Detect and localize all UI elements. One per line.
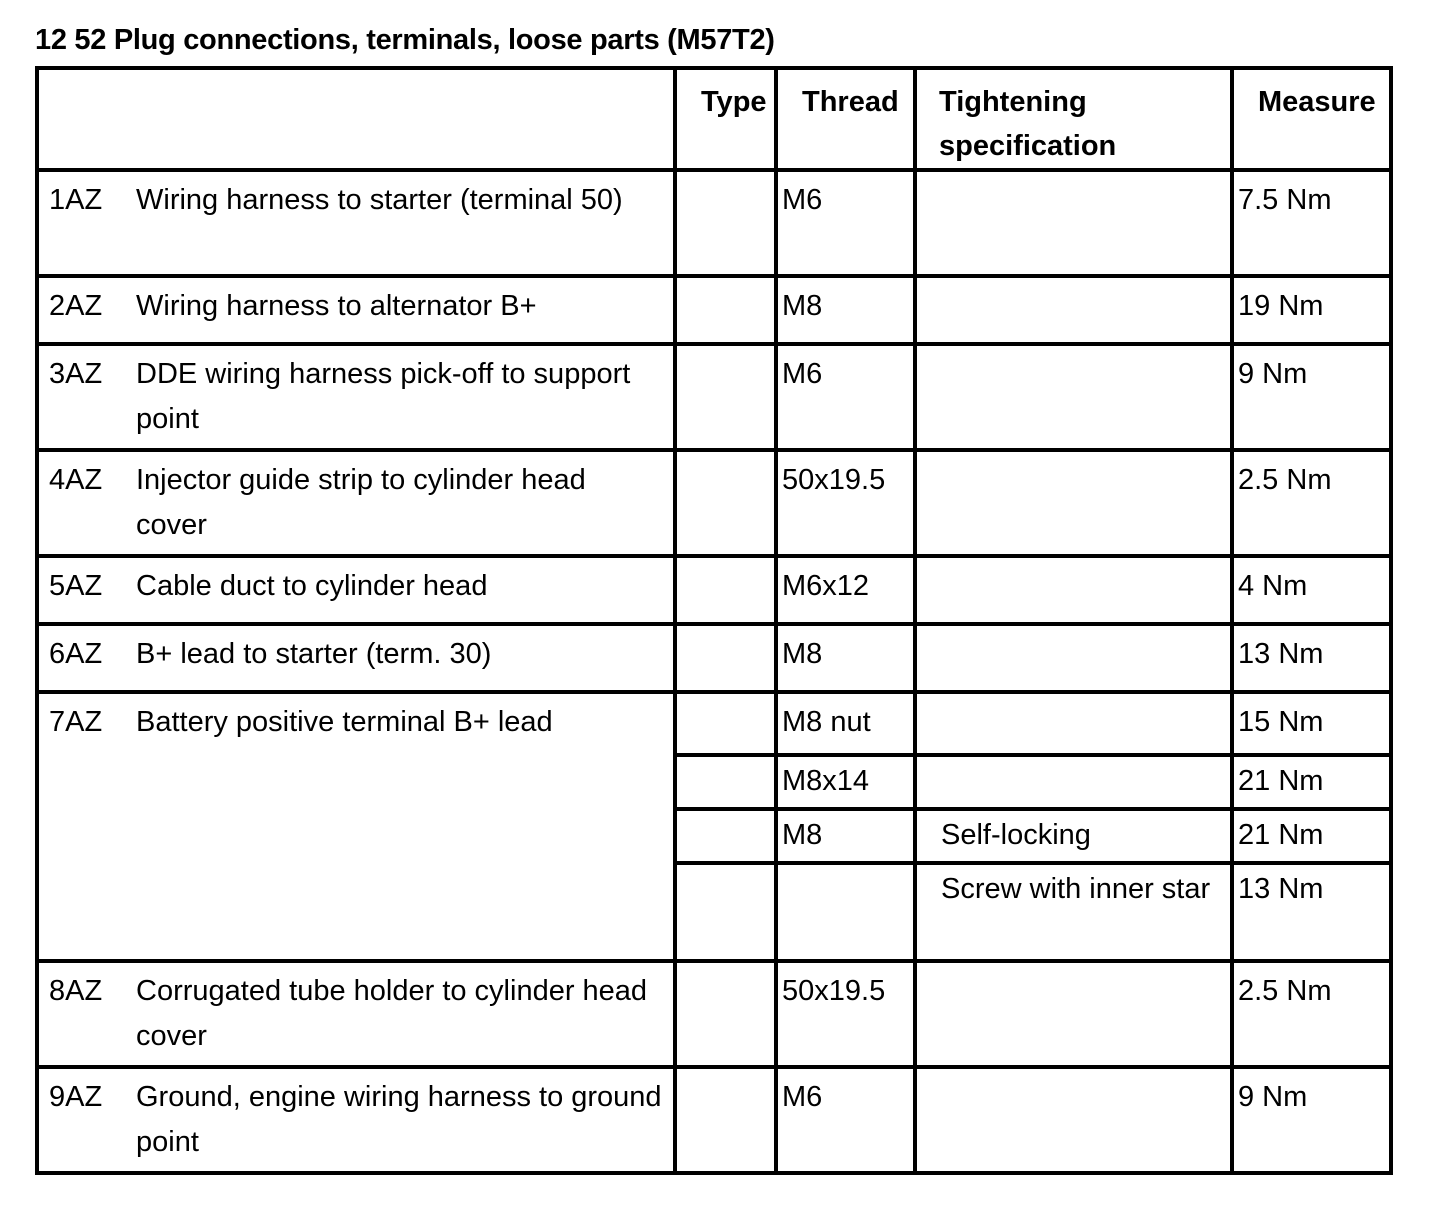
row-thread: M6x12: [776, 556, 915, 624]
row-measure: 9 Nm: [1232, 1067, 1391, 1173]
row-thread: M8 nut: [776, 692, 915, 755]
row-description-cell: [37, 556, 675, 624]
row-thread: [776, 863, 915, 961]
row-specification: Self-locking: [915, 809, 1232, 863]
header-type: Type: [675, 68, 776, 170]
row-description: Battery positive terminal B+ lead: [136, 706, 553, 738]
row-code: 6AZ: [49, 638, 103, 670]
row-measure: 21 Nm: [1232, 755, 1391, 809]
row-specification: [915, 344, 1232, 450]
row-specification: [915, 556, 1232, 624]
row-specification: [915, 276, 1232, 344]
row-description: Injector guide strip to cylinder head cover: [136, 464, 586, 541]
row-type: [675, 344, 776, 450]
row-code: 8AZ: [49, 975, 103, 1007]
row-description: DDE wiring harness pick-off to support point: [136, 358, 631, 435]
row-measure: 15 Nm: [1232, 692, 1391, 755]
row-description-cell: [37, 961, 675, 1067]
row-measure: 4 Nm: [1232, 556, 1391, 624]
row-specification: [915, 170, 1232, 276]
row-description: Wiring harness to starter (terminal 50): [136, 184, 623, 216]
row-thread: M8: [776, 809, 915, 863]
tightening-torque-table: [35, 66, 1393, 1175]
row-code: 5AZ: [49, 570, 103, 602]
table-row: [37, 276, 1391, 344]
row-measure: 13 Nm: [1232, 863, 1391, 961]
row-description: Corrugated tube holder to cylinder head cover: [136, 975, 648, 1052]
table-row: [37, 170, 1391, 276]
row-description-cell: [37, 692, 675, 961]
row-type: [675, 276, 776, 344]
row-measure: 2.5 Nm: [1232, 961, 1391, 1067]
row-thread: M6: [776, 1067, 915, 1173]
row-measure: 19 Nm: [1232, 276, 1391, 344]
row-specification: Screw with inner star: [915, 863, 1232, 961]
row-description: Wiring harness to alternator B+: [136, 290, 537, 322]
row-measure: 21 Nm: [1232, 809, 1391, 863]
row-specification: [915, 450, 1232, 556]
row-type: [675, 961, 776, 1067]
row-measure: 7.5 Nm: [1232, 170, 1391, 276]
row-thread: 50x19.5: [776, 961, 915, 1067]
row-thread: 50x19.5: [776, 450, 915, 556]
row-thread: M8: [776, 624, 915, 692]
row-description-cell: [37, 624, 675, 692]
row-thread: M8: [776, 276, 915, 344]
row-code: 9AZ: [49, 1081, 103, 1113]
row-type: [675, 1067, 776, 1173]
page-title: 12 52 Plug connections, terminals, loose parts (M57T2): [35, 24, 775, 56]
row-specification: [915, 1067, 1232, 1173]
row-description-cell: [37, 344, 675, 450]
row-code: 1AZ: [49, 184, 103, 216]
row-description: Ground, engine wiring harness to ground point: [136, 1081, 662, 1158]
row-type: [675, 809, 776, 863]
row-description-cell: [37, 276, 675, 344]
row-thread: M6: [776, 170, 915, 276]
row-description-cell: [37, 450, 675, 556]
row-specification: [915, 624, 1232, 692]
row-code: 3AZ: [49, 358, 103, 390]
row-code: 7AZ: [49, 706, 103, 738]
row-type: [675, 556, 776, 624]
header-description: [37, 68, 675, 170]
row-type: [675, 755, 776, 809]
header-specification: Tightening specification: [915, 68, 1232, 170]
table-row: [37, 1067, 1391, 1173]
row-type: [675, 624, 776, 692]
row-description-cell: [37, 1067, 675, 1173]
row-thread: M6: [776, 344, 915, 450]
row-code: 2AZ: [49, 290, 103, 322]
table-row: [37, 624, 1391, 692]
row-measure: 9 Nm: [1232, 344, 1391, 450]
row-type: [675, 170, 776, 276]
table-row: [37, 556, 1391, 624]
table-row: [37, 344, 1391, 450]
row-description-cell: [37, 170, 675, 276]
header-thread: Thread: [776, 68, 915, 170]
table-row: [37, 692, 1391, 755]
row-code: 4AZ: [49, 464, 103, 496]
row-thread: M8x14: [776, 755, 915, 809]
row-type: [675, 863, 776, 961]
row-description: Cable duct to cylinder head: [136, 570, 488, 602]
header-measure: Measure: [1232, 68, 1391, 170]
row-specification: [915, 755, 1232, 809]
row-specification: [915, 692, 1232, 755]
row-description: B+ lead to starter (term. 30): [136, 638, 492, 670]
table-header-row: [37, 68, 1391, 170]
row-specification: [915, 961, 1232, 1067]
row-measure: 2.5 Nm: [1232, 450, 1391, 556]
row-type: [675, 450, 776, 556]
row-measure: 13 Nm: [1232, 624, 1391, 692]
row-type: [675, 692, 776, 755]
table-row: [37, 961, 1391, 1067]
table-row: [37, 450, 1391, 556]
